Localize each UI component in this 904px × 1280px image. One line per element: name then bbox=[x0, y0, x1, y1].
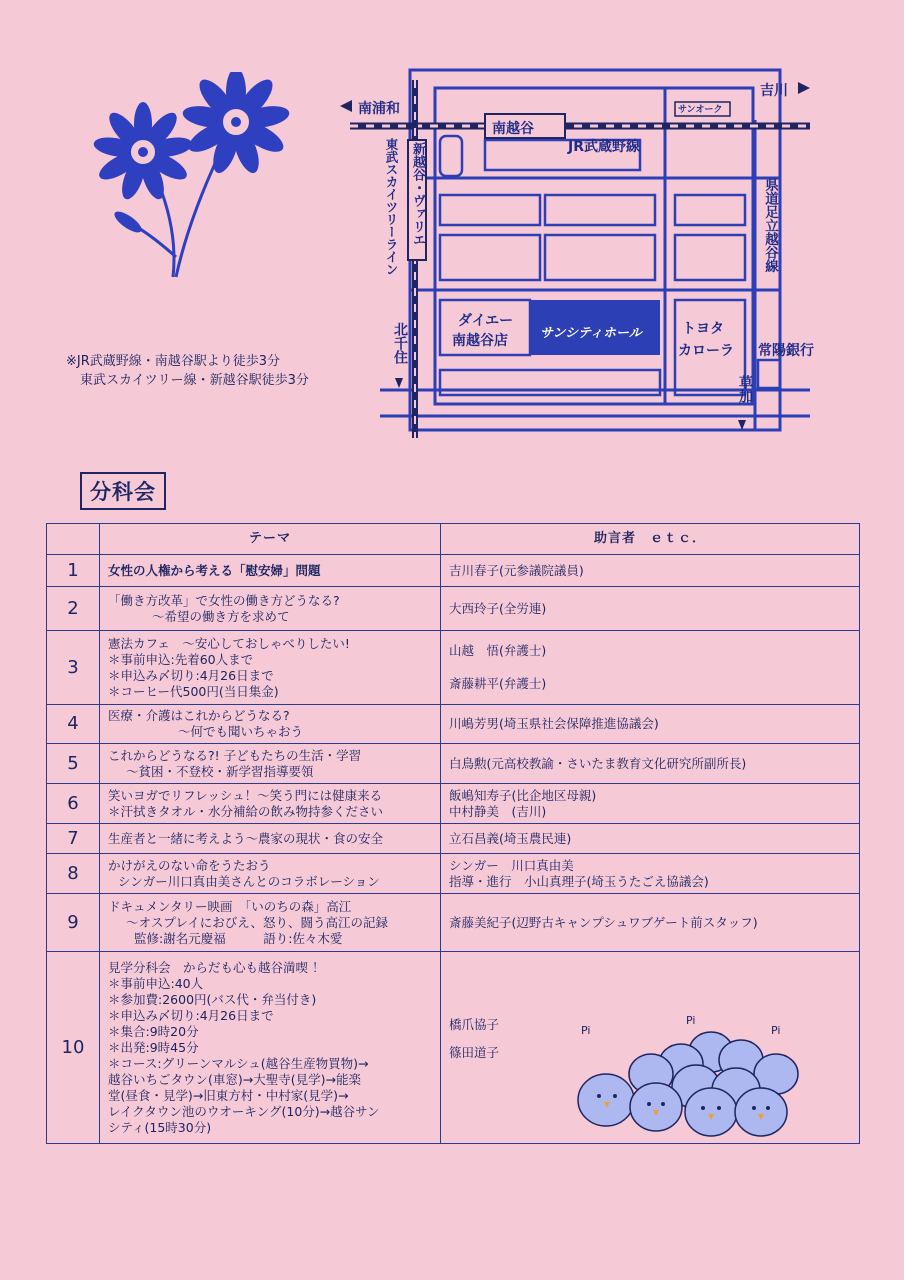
row-number: 2 bbox=[47, 587, 100, 631]
table-row bbox=[47, 631, 860, 705]
row-number: 10 bbox=[47, 952, 100, 1144]
access-note bbox=[66, 352, 309, 390]
header-number bbox=[47, 524, 100, 555]
table-header-row bbox=[47, 524, 860, 555]
map-label-prefectural-road: 県道足立越谷線 bbox=[762, 178, 778, 273]
table-row bbox=[47, 555, 860, 587]
theme-line: ＊コーヒー代500円(当日集金) bbox=[108, 683, 279, 699]
table-row bbox=[47, 784, 860, 824]
row-advisor bbox=[441, 952, 860, 1144]
map-label-yoshikawa: 吉川 bbox=[760, 83, 788, 99]
row-advisor bbox=[441, 784, 860, 824]
row-advisor bbox=[441, 587, 860, 631]
theme-line: ＊汗拭きタオル・水分補給の飲み物持参ください bbox=[108, 803, 384, 819]
row-theme bbox=[100, 824, 441, 854]
access-note-tobu: 東武スカイツリー線・新越谷駅徒歩3分 bbox=[80, 373, 309, 388]
table-row bbox=[47, 705, 860, 744]
theme-line: これからどうなる?! 子どもたちの生活・学習 bbox=[108, 747, 362, 763]
advisor-line: 篠田道子 bbox=[449, 1045, 500, 1060]
theme-line: ＊コース:グリーンマルシュ(越谷生産物買物)→ bbox=[108, 1055, 369, 1071]
table-row bbox=[47, 854, 860, 894]
header-advisor: 助言者 ｅｔｃ． bbox=[441, 524, 860, 555]
map-label-jr-musashino-line: JR武蔵野線 bbox=[568, 139, 640, 155]
row-number: 1 bbox=[47, 555, 100, 587]
theme-line: ＊申込み〆切り:4月26日まで bbox=[108, 667, 274, 683]
theme-line: ＊参加費:2600円(バス代・弁当付き) bbox=[108, 991, 317, 1007]
map-label-sun-city-hall: サンシティホール bbox=[540, 326, 642, 341]
theme-line: ～オスプレイにおびえ、怒り、闘う高江の記録 bbox=[126, 914, 389, 930]
flower-illustration bbox=[88, 72, 318, 282]
row-number: 6 bbox=[47, 784, 100, 824]
row-number: 4 bbox=[47, 705, 100, 744]
advisor-line: 指導・進行 小山真理子(埼玉うたごえ協議会) bbox=[449, 873, 709, 889]
row-theme bbox=[100, 784, 441, 824]
row-theme bbox=[100, 705, 441, 744]
advisor-line: 山越 悟(弁護士) bbox=[449, 643, 547, 658]
table-row bbox=[47, 894, 860, 952]
theme-line: 憲法カフェ ～安心しておしゃべりしたい! bbox=[108, 635, 350, 651]
map-label-toyota: トヨタ bbox=[682, 321, 724, 337]
theme-line: 堂(昼食・見学)→旧東方村・中村家(見学)→ bbox=[108, 1087, 349, 1103]
table-row bbox=[47, 744, 860, 784]
theme-line: ＊申込み〆切り:4月26日まで bbox=[108, 1007, 274, 1023]
advisor-line: 吉川春子(元参議院議員) bbox=[449, 562, 584, 578]
theme-line: ～貧困・不登校・新学習指導要領 bbox=[126, 763, 314, 779]
row-advisor bbox=[441, 555, 860, 587]
map-label-sunoak: サンオーク bbox=[678, 105, 723, 115]
theme-line: ＊事前申込:先着60人まで bbox=[108, 651, 254, 667]
advisor-line: 斎藤耕平(弁護士) bbox=[449, 676, 547, 691]
row-advisor bbox=[441, 824, 860, 854]
chick-sound-1: Pi bbox=[581, 1024, 591, 1037]
chick-sound-3: Pi bbox=[771, 1024, 781, 1037]
theme-line: 生産者と一緒に考えよう～農家の現状・食の安全 bbox=[108, 830, 384, 846]
advisor-line: 川嶋芳男(埼玉県社会保障推進協議会) bbox=[449, 716, 659, 731]
advisor-line: 白鳥勲(元高校教諭・さいたま教育文化研究所副所長) bbox=[449, 755, 747, 771]
map-label-daiei-branch: 南越谷店 bbox=[452, 333, 508, 349]
chicks-illustration bbox=[551, 1012, 831, 1142]
row-theme bbox=[100, 894, 441, 952]
theme-line: シティ(15時30分) bbox=[108, 1119, 212, 1135]
header-theme: テーマ bbox=[100, 524, 441, 555]
theme-line: ～希望の働き方を求めて bbox=[152, 608, 290, 624]
row-number: 8 bbox=[47, 854, 100, 894]
theme-line: 笑いヨガでリフレッシュ！～笑う門には健康来る bbox=[108, 787, 383, 803]
sessions-table bbox=[46, 523, 860, 1144]
row-theme bbox=[100, 952, 441, 1144]
row-number: 9 bbox=[47, 894, 100, 952]
map-label-soka: 草加 bbox=[737, 375, 753, 403]
table-row bbox=[47, 587, 860, 631]
theme-line: 見学分科会 からだも心も越谷満喫 ！ bbox=[108, 959, 325, 975]
row-theme bbox=[100, 555, 441, 587]
theme-line: ～何でも聞いちゃおう bbox=[178, 724, 304, 739]
advisor-line: 橋爪協子 bbox=[449, 1017, 500, 1032]
row-theme bbox=[100, 744, 441, 784]
row-number: 5 bbox=[47, 744, 100, 784]
advisor-line: 斎藤美紀子(辺野古キャンプシュワブゲート前スタッフ) bbox=[449, 914, 758, 930]
advisor-line: 飯嶋知寿子(比企地区母親) bbox=[449, 787, 597, 803]
table-row bbox=[47, 824, 860, 854]
access-map bbox=[340, 60, 820, 440]
theme-line: 医療・介護はこれからどうなる? bbox=[108, 708, 290, 723]
theme-line: 越谷いちごタウン(車窓)→大聖寺(見学)→能楽 bbox=[108, 1071, 361, 1087]
advisor-line: 立石昌義(埼玉農民連) bbox=[449, 830, 572, 846]
theme-line: レイクタウン池のウオーキング(10分)→越谷サン bbox=[108, 1103, 380, 1119]
chick-sound-2: Pi bbox=[686, 1014, 696, 1027]
theme-line: ＊事前申込:40人 bbox=[108, 975, 204, 991]
theme-line: 「働き方改革」で女性の働き方どうなる? bbox=[108, 592, 340, 608]
row-number: 3 bbox=[47, 631, 100, 705]
advisor-line: 大西玲子(全労連) bbox=[449, 600, 547, 616]
map-label-corolla: カローラ bbox=[678, 343, 734, 359]
access-note-jr: ※JR武蔵野線・南越谷駅より徒歩3分 bbox=[66, 354, 281, 369]
theme-line: ＊出発:9時45分 bbox=[108, 1039, 199, 1055]
map-label-minamikoshigaya-station: 南越谷 bbox=[492, 121, 534, 137]
row-advisor bbox=[441, 854, 860, 894]
map-label-tobu-skytree-line: 東武スカイツリーライン bbox=[384, 138, 399, 276]
advisor-line: シンガー 川口真由美 bbox=[449, 857, 574, 873]
theme-line: 女性の人権から考える「慰安婦」問題 bbox=[108, 562, 321, 578]
theme-line: 監修:謝名元慶福 語り:佐々木愛 bbox=[134, 930, 343, 946]
map-label-shinkoshigaya-station: 新越谷・ヴァリエ bbox=[410, 142, 425, 246]
theme-line: かけがえのない命をうたおう bbox=[108, 857, 271, 873]
row-theme bbox=[100, 854, 441, 894]
row-advisor bbox=[441, 744, 860, 784]
theme-line: ドキュメンタリー映画 「いのちの森」高江 bbox=[108, 898, 352, 914]
section-title: 分科会 bbox=[80, 472, 166, 510]
row-theme bbox=[100, 631, 441, 705]
row-number: 7 bbox=[47, 824, 100, 854]
map-label-minamiurawa: 南浦和 bbox=[358, 101, 400, 117]
row-theme bbox=[100, 587, 441, 631]
row-advisor bbox=[441, 705, 860, 744]
advisor-line: 中村静美 (吉川) bbox=[449, 803, 547, 819]
table-row bbox=[47, 952, 860, 1144]
map-label-daiei: ダイエー bbox=[458, 313, 514, 329]
map-label-joyo-bank: 常陽銀行 bbox=[758, 343, 814, 359]
theme-line: ＊集合:9時20分 bbox=[108, 1023, 199, 1039]
theme-line: シンガー川口真由美さんとのコラボレーション bbox=[118, 873, 380, 889]
map-label-kitasenju: 北千住 bbox=[392, 322, 408, 364]
row-advisor bbox=[441, 894, 860, 952]
row-advisor bbox=[441, 631, 860, 705]
